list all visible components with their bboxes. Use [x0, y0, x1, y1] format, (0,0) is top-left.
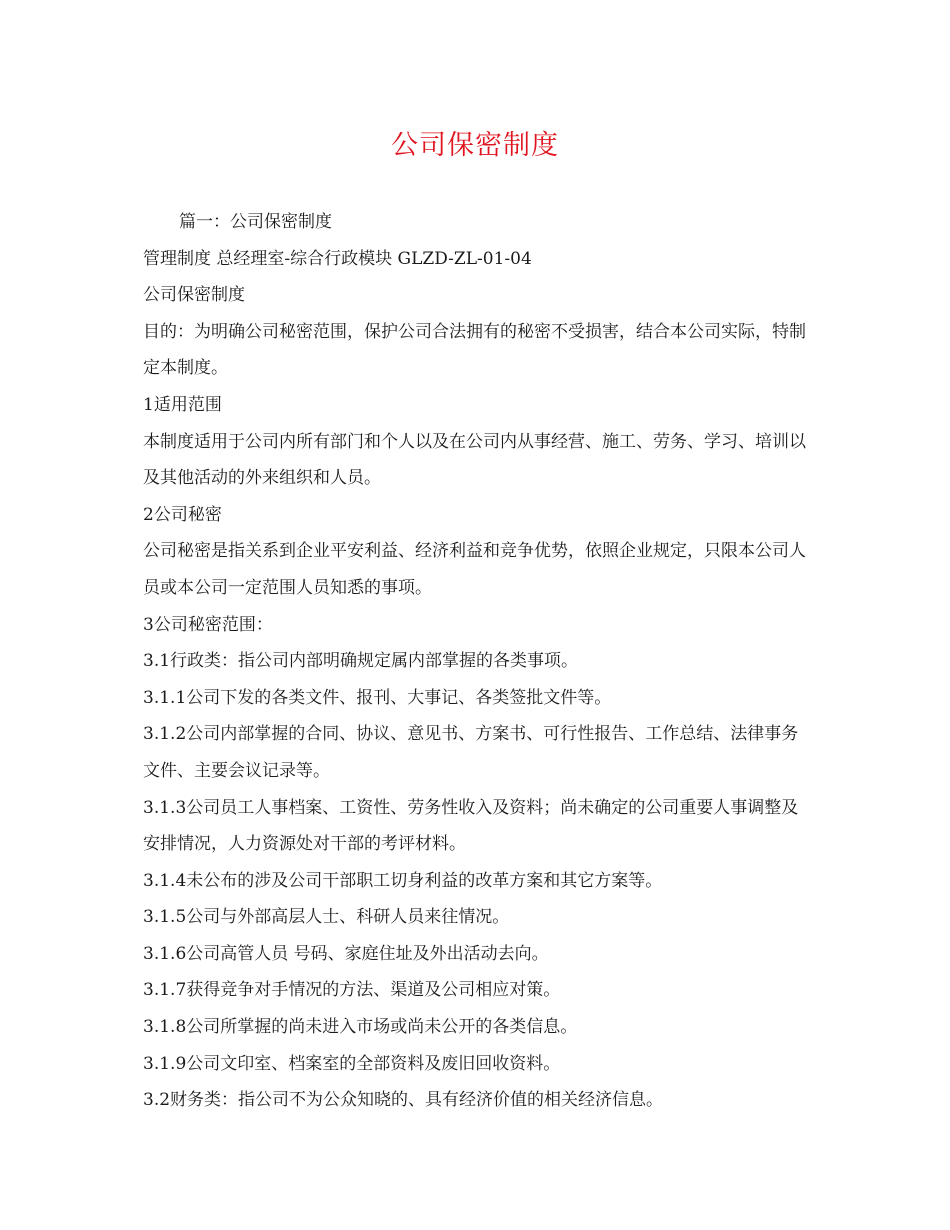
document-paragraph: 3.1.6公司高管人员 号码、家庭住址及外出活动去向。 [143, 943, 549, 964]
document-paragraph: 3.1.9公司文印室、档案室的全部资料及废旧回收资料。 [143, 1053, 561, 1074]
document-paragraph: 3.1.1公司下发的各类文件、报刊、大事记、各类签批文件等。 [143, 687, 612, 708]
document-paragraph: 目的：为明确公司秘密范围，保护公司合法拥有的秘密不受损害，结合本公司实际，特制定本制度。 [143, 321, 806, 379]
document-title: 公司保密制度 [391, 130, 559, 161]
document-paragraph: 3.1.3公司员工人事档案、工资性、劳务性收入及资料；尚未确定的公司重要人事调整及安排情况，人力资源处对干部的考评材料。 [143, 797, 799, 855]
document-paragraph: 3.1.7获得竞争对手情况的方法、渠道及公司相应对策。 [143, 980, 561, 1001]
document-paragraph: 3公司秘密范围： [143, 614, 273, 635]
document-paragraph: 3.1.4未公布的涉及公司干部职工切身利益的改革方案和其它方案等。 [143, 870, 663, 891]
document-paragraph: 3.1行政类：指公司内部明确规定属内部掌握的各类事项。 [143, 651, 579, 672]
document-paragraph: 管理制度 总经理室-综合行政模块 GLZD-ZL-01-04 [143, 248, 532, 269]
document-paragraph: 3.1.5公司与外部高层人士、科研人员来往情况。 [143, 907, 510, 928]
document-paragraph: 1适用范围 [143, 394, 222, 415]
document-paragraph: 篇一：公司保密制度 [179, 212, 332, 232]
document-paragraph: 3.1.2公司内部掌握的合同、协议、意见书、方案书、可行性报告、工作总结、法律事务文件、主要会议记录等。 [143, 724, 799, 781]
document-paragraph: 本制度适用于公司内所有部门和个人以及在公司内从事经营、施工、劳务、学习、培训以及其他活动的外来组织和人员。 [143, 431, 806, 489]
document-paragraph: 公司保密制度 [143, 285, 245, 306]
document-paragraph: 2公司秘密 [143, 504, 222, 525]
document-paragraph: 3.1.8公司所掌握的尚未进入市场或尚未公开的各类信息。 [143, 1017, 578, 1038]
document-body [143, 204, 813, 1119]
document-paragraph: 公司秘密是指关系到企业平安利益、经济利益和竞争优势，依照企业规定，只限本公司人员或本公司一定范围人员知悉的事项。 [143, 541, 806, 598]
document-paragraph: 3.2财务类：指公司不为公众知晓的、具有经济价值的相关经济信息。 [143, 1090, 664, 1111]
